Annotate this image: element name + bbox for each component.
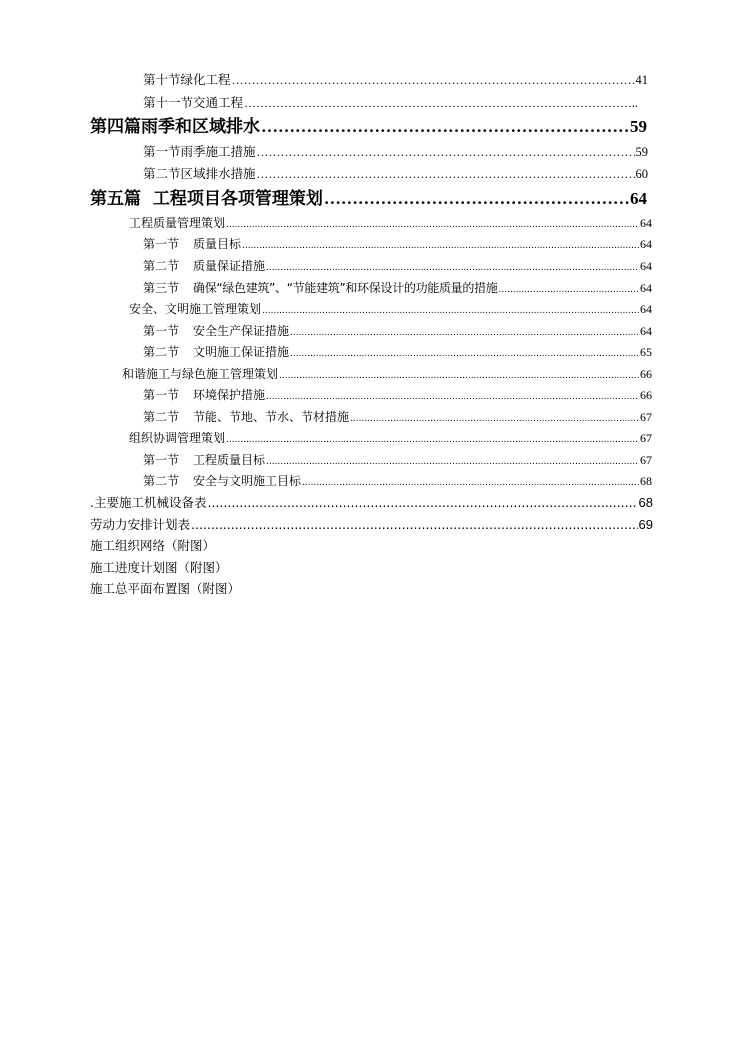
toc-page-number: 68	[638, 495, 653, 510]
toc-entry[interactable]	[129, 301, 652, 319]
toc-entry-title: 工程质量目标	[193, 453, 266, 467]
toc-page-number: 69	[638, 517, 653, 532]
toc-entry[interactable]	[143, 452, 652, 470]
toc-entry-title: 第四篇雨季和区域排水	[90, 117, 260, 137]
toc-entry[interactable]	[143, 94, 638, 112]
toc-leader	[324, 188, 629, 210]
section-number: 第一节	[143, 388, 180, 402]
toc-entry[interactable]	[143, 409, 652, 427]
toc-page-number: 64	[640, 259, 652, 273]
toc-entry-title: 第十节绿化工程	[143, 72, 231, 87]
toc-page-number: 64	[640, 281, 652, 295]
section-number: 第二节	[143, 259, 180, 273]
section-number: 第二节	[143, 345, 180, 359]
toc-entry[interactable]	[122, 366, 652, 384]
toc-page-number: 59	[635, 145, 648, 159]
toc-page-number: 64	[640, 302, 652, 316]
toc-page-number: 64	[640, 216, 652, 230]
toc-entry[interactable]	[90, 494, 653, 512]
toc-page-number: 59	[630, 117, 647, 136]
section-number: 第一节	[143, 324, 180, 338]
toc-entry[interactable]	[143, 387, 652, 405]
toc-leader	[232, 71, 635, 89]
toc-appendix-item[interactable]: 施工组织网络（附图）	[90, 538, 216, 553]
toc-page-number: 64	[630, 189, 647, 208]
toc-entry-title: 质量保证措施	[193, 259, 266, 273]
toc-leader	[261, 116, 629, 138]
section-number: 第三节	[143, 281, 180, 295]
toc-entry-title: 安全、文明施工管理策划	[129, 302, 262, 316]
toc-entry-title: 确保“绿色建筑”、“节能建筑”和环保设计的功能质量的措施	[193, 281, 498, 295]
toc-leader	[191, 516, 638, 534]
toc-leader	[226, 430, 639, 448]
toc-entry-title: 第一节雨季施工措施	[143, 144, 256, 159]
toc-page-number: 67	[640, 453, 652, 467]
toc-entry-title: 质量目标	[193, 237, 242, 251]
toc-page-number: 66	[640, 367, 652, 381]
toc-part-heading[interactable]	[90, 188, 647, 210]
toc-entry[interactable]	[143, 165, 648, 183]
toc-leader	[290, 323, 639, 341]
toc-entry-title: 工程质量管理策划	[129, 216, 226, 230]
toc-entry[interactable]	[143, 143, 648, 161]
toc-leader	[207, 494, 637, 512]
toc-entry-title: 安全生产保证措施	[193, 324, 290, 338]
toc-entry-title: 节能、节地、节水、节材措施	[193, 410, 350, 424]
section-number: 第一节	[143, 453, 180, 467]
toc-page-number: ..	[631, 96, 638, 110]
toc-leader	[302, 473, 639, 491]
toc-leader	[257, 165, 635, 183]
toc-entry[interactable]	[143, 473, 652, 491]
toc-leader	[266, 452, 639, 470]
toc-leader	[242, 236, 639, 254]
toc-entry-title: 和谐施工与绿色施工管理策划	[122, 367, 279, 381]
toc-appendix-item[interactable]: 施工进度计划图（附图）	[90, 560, 228, 575]
toc-page-number: 60	[635, 167, 648, 181]
toc-page-number: 68	[640, 474, 652, 488]
toc-page-number: 67	[640, 410, 652, 424]
toc-entry-title: .主要施工机械设备表	[90, 495, 207, 510]
toc-entry[interactable]	[129, 430, 652, 448]
toc-entry-title: 第五篇 工程项目各项管理策划	[90, 189, 323, 209]
toc-leader	[350, 409, 639, 427]
toc-page-number: 67	[640, 431, 652, 445]
toc-leader	[257, 143, 635, 161]
toc-entry-title: 劳动力安排计划表	[90, 517, 191, 532]
toc-page-number: 64	[640, 237, 652, 251]
section-number: 第二节	[143, 474, 180, 488]
toc-entry[interactable]	[90, 516, 653, 534]
section-number: 第二节	[143, 410, 180, 424]
toc-entry-title: 第二节区域排水措施	[143, 166, 256, 181]
toc-leader	[266, 258, 639, 276]
toc-entry-title: 组织协调管理策划	[129, 431, 226, 445]
toc-entry-title: 环境保护措施	[193, 388, 266, 402]
toc-leader	[244, 94, 631, 112]
toc-entry-title: 安全与文明施工目标	[193, 474, 302, 488]
toc-leader	[290, 344, 639, 362]
toc-entry[interactable]	[143, 344, 652, 362]
toc-leader	[226, 215, 639, 233]
toc-entry[interactable]	[143, 71, 648, 89]
toc-leader	[499, 280, 640, 298]
toc-page-number: 64	[640, 324, 652, 338]
toc-page-number: 41	[635, 73, 648, 87]
toc-entry[interactable]	[129, 215, 652, 233]
toc-entry[interactable]	[143, 258, 652, 276]
toc-appendix-item[interactable]: 施工总平面布置图（附图）	[90, 581, 241, 596]
toc-entry-title: 文明施工保证措施	[193, 345, 290, 359]
toc-page-number: 66	[640, 388, 652, 402]
section-number: 第一节	[143, 237, 180, 251]
toc-entry[interactable]	[143, 280, 652, 298]
toc-part-heading[interactable]	[90, 116, 647, 138]
toc-entry[interactable]	[143, 323, 652, 341]
toc-page-number: 65	[640, 345, 652, 359]
toc-entry[interactable]	[143, 236, 652, 254]
toc-leader	[266, 387, 639, 405]
toc-leader	[262, 301, 639, 319]
toc-leader	[279, 366, 639, 384]
toc-entry-title: 第十一节交通工程	[143, 95, 244, 110]
